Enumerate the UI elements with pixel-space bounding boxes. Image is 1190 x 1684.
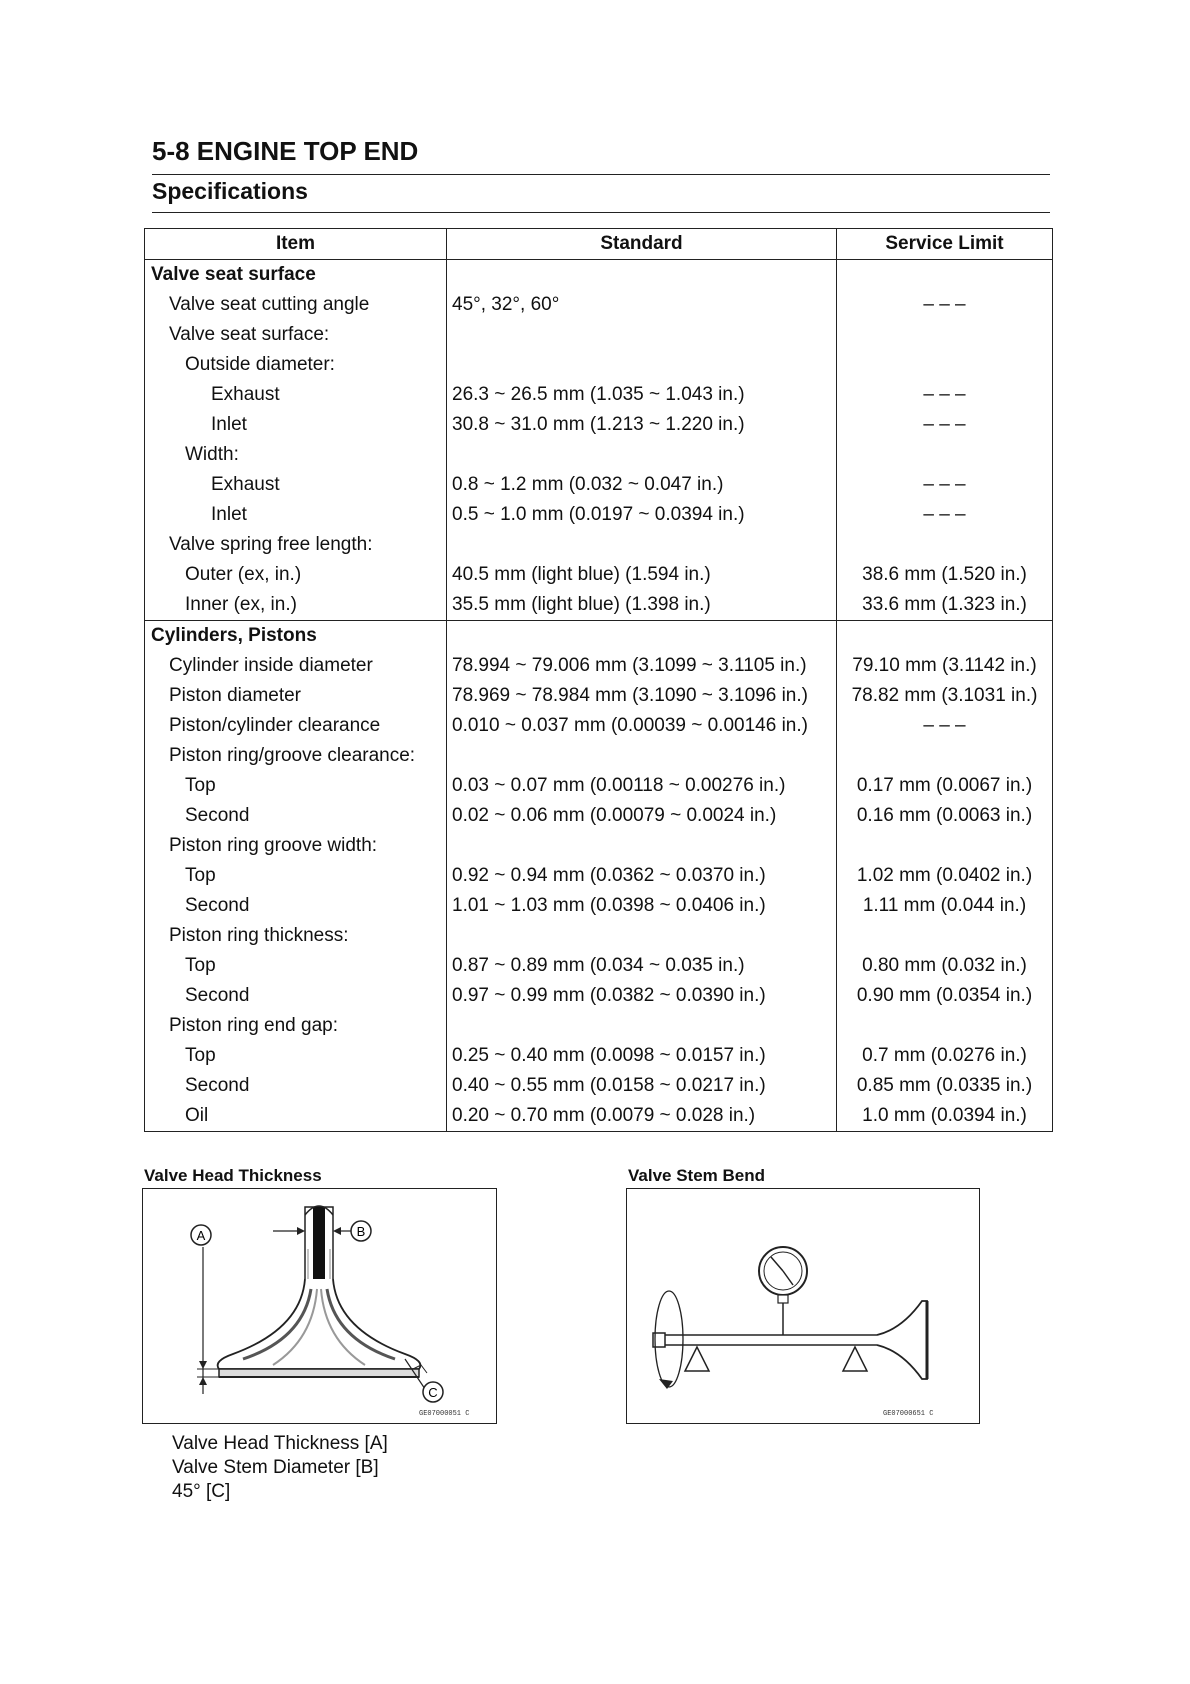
sub-title-rule	[152, 212, 1050, 213]
cell-item: Valve seat surface	[145, 260, 447, 291]
cell-item: Width:	[145, 440, 447, 470]
cell-standard: 35.5 mm (light blue) (1.398 in.)	[447, 590, 837, 621]
cell-service-limit: 33.6 mm (1.323 in.)	[837, 590, 1053, 621]
cell-standard: 40.5 mm (light blue) (1.594 in.)	[447, 560, 837, 590]
cell-service-limit: 0.85 mm (0.0335 in.)	[837, 1071, 1053, 1101]
cell-standard: 0.03 ~ 0.07 mm (0.00118 ~ 0.00276 in.)	[447, 771, 837, 801]
cell-service-limit	[837, 921, 1053, 951]
table-row	[145, 681, 1053, 711]
cell-item: Outer (ex, in.)	[145, 560, 447, 590]
specifications-table	[144, 228, 1053, 1132]
cell-item: Valve spring free length:	[145, 530, 447, 560]
v-block-right-icon	[843, 1347, 867, 1371]
cell-standard: 26.3 ~ 26.5 mm (1.035 ~ 1.043 in.)	[447, 380, 837, 410]
cell-standard	[447, 831, 837, 861]
cell-service-limit: 0.90 mm (0.0354 in.)	[837, 981, 1053, 1011]
cell-item: Inlet	[145, 410, 447, 440]
valve-head-thickness-caption: Valve Head Thickness	[144, 1166, 322, 1185]
cell-standard: 78.969 ~ 78.984 mm (3.1090 ~ 3.1096 in.)	[447, 681, 837, 711]
column-header-standard: Standard	[447, 229, 837, 260]
table-row	[145, 741, 1053, 771]
table-row	[145, 621, 1053, 652]
legend-line-c: 45° [C]	[172, 1481, 231, 1502]
table-row	[145, 891, 1053, 921]
table-body	[145, 260, 1053, 1132]
cell-service-limit	[837, 320, 1053, 350]
cell-service-limit	[837, 350, 1053, 380]
table-row	[145, 801, 1053, 831]
table-row	[145, 560, 1053, 590]
cell-standard: 0.20 ~ 0.70 mm (0.0079 ~ 0.028 in.)	[447, 1101, 837, 1132]
table-row	[145, 290, 1053, 320]
table-row	[145, 1011, 1053, 1041]
callout-a-label: A	[196, 1228, 206, 1243]
cell-item: Piston ring groove width:	[145, 831, 447, 861]
table-row	[145, 1071, 1053, 1101]
cell-service-limit	[837, 1011, 1053, 1041]
cell-service-limit: 0.80 mm (0.032 in.)	[837, 951, 1053, 981]
cell-item: Exhaust	[145, 470, 447, 500]
cell-item: Piston/cylinder clearance	[145, 711, 447, 741]
section-rule	[152, 174, 1050, 175]
rotation-arrow-icon	[659, 1379, 673, 1389]
table-row	[145, 711, 1053, 741]
cell-standard: 0.97 ~ 0.99 mm (0.0382 ~ 0.0390 in.)	[447, 981, 837, 1011]
cell-standard: 0.5 ~ 1.0 mm (0.0197 ~ 0.0394 in.)	[447, 500, 837, 530]
cell-service-limit: 78.82 mm (3.1031 in.)	[837, 681, 1053, 711]
cell-service-limit	[837, 831, 1053, 861]
v-block-left-icon	[685, 1347, 709, 1371]
cell-standard: 0.87 ~ 0.89 mm (0.034 ~ 0.035 in.)	[447, 951, 837, 981]
table-row	[145, 981, 1053, 1011]
cell-item: Cylinder inside diameter	[145, 651, 447, 681]
cell-item: Valve seat surface:	[145, 320, 447, 350]
cell-service-limit: 1.02 mm (0.0402 in.)	[837, 861, 1053, 891]
cell-item: Piston ring/groove clearance:	[145, 741, 447, 771]
cell-standard	[447, 1011, 837, 1041]
cell-service-limit: 79.10 mm (3.1142 in.)	[837, 651, 1053, 681]
cell-item: Oil	[145, 1101, 447, 1132]
table-row	[145, 500, 1053, 530]
cell-item: Top	[145, 951, 447, 981]
cell-standard	[447, 621, 837, 652]
table-row	[145, 651, 1053, 681]
valve-stem-bend-figure	[626, 1188, 980, 1424]
cell-item: Top	[145, 771, 447, 801]
cell-standard	[447, 320, 837, 350]
valve-stem-bend-diagram	[627, 1189, 979, 1423]
sub-title: Specifications	[152, 178, 308, 204]
cell-service-limit: – – –	[837, 711, 1053, 741]
cell-standard	[447, 440, 837, 470]
cell-service-limit	[837, 621, 1053, 652]
cell-item: Second	[145, 981, 447, 1011]
table-row	[145, 951, 1053, 981]
table-row	[145, 440, 1053, 470]
cell-item: Inlet	[145, 500, 447, 530]
cell-standard	[447, 741, 837, 771]
table-row	[145, 861, 1053, 891]
cell-item: Top	[145, 861, 447, 891]
cell-standard: 0.02 ~ 0.06 mm (0.00079 ~ 0.0024 in.)	[447, 801, 837, 831]
cell-item: Top	[145, 1041, 447, 1071]
cell-standard: 30.8 ~ 31.0 mm (1.213 ~ 1.220 in.)	[447, 410, 837, 440]
cell-service-limit: – – –	[837, 410, 1053, 440]
table-row	[145, 350, 1053, 380]
cell-service-limit	[837, 530, 1053, 560]
cell-service-limit: 0.16 mm (0.0063 in.)	[837, 801, 1053, 831]
table-header-row	[145, 229, 1053, 260]
cell-item: Piston ring end gap:	[145, 1011, 447, 1041]
table-row	[145, 921, 1053, 951]
table-row	[145, 260, 1053, 291]
table-row	[145, 320, 1053, 350]
cell-service-limit: – – –	[837, 500, 1053, 530]
cell-service-limit: 1.11 mm (0.044 in.)	[837, 891, 1053, 921]
table-row	[145, 380, 1053, 410]
cell-standard: 0.010 ~ 0.037 mm (0.00039 ~ 0.00146 in.)	[447, 711, 837, 741]
cell-standard: 1.01 ~ 1.03 mm (0.0398 ~ 0.0406 in.)	[447, 891, 837, 921]
figure-code: GE07000051 C	[419, 1410, 470, 1418]
column-header-item: Item	[145, 229, 447, 260]
table-row	[145, 590, 1053, 621]
legend-line-b: Valve Stem Diameter [B]	[172, 1457, 379, 1478]
cell-standard	[447, 350, 837, 380]
legend-line-a: Valve Head Thickness [A]	[172, 1433, 388, 1454]
cell-service-limit	[837, 440, 1053, 470]
table-row	[145, 831, 1053, 861]
table-row	[145, 771, 1053, 801]
cell-item: Outside diameter:	[145, 350, 447, 380]
column-header-service-limit: Service Limit	[837, 229, 1053, 260]
cell-standard	[447, 260, 837, 291]
cell-item: Inner (ex, in.)	[145, 590, 447, 621]
cell-standard	[447, 921, 837, 951]
cell-service-limit: 1.0 mm (0.0394 in.)	[837, 1101, 1053, 1132]
cell-item: Piston diameter	[145, 681, 447, 711]
cell-service-limit: 0.7 mm (0.0276 in.)	[837, 1041, 1053, 1071]
cell-item: Cylinders, Pistons	[145, 621, 447, 652]
cell-standard: 78.994 ~ 79.006 mm (3.1099 ~ 3.1105 in.)	[447, 651, 837, 681]
valve-stem-bend-caption: Valve Stem Bend	[628, 1166, 766, 1185]
cell-service-limit: 0.17 mm (0.0067 in.)	[837, 771, 1053, 801]
table-row	[145, 530, 1053, 560]
cell-standard: 0.40 ~ 0.55 mm (0.0158 ~ 0.0217 in.)	[447, 1071, 837, 1101]
cell-service-limit: – – –	[837, 290, 1053, 320]
cell-service-limit	[837, 260, 1053, 291]
callout-b-label: B	[356, 1224, 366, 1239]
cell-item: Exhaust	[145, 380, 447, 410]
cell-item: Valve seat cutting angle	[145, 290, 447, 320]
cell-item: Second	[145, 891, 447, 921]
cell-standard: 0.8 ~ 1.2 mm (0.032 ~ 0.047 in.)	[447, 470, 837, 500]
cell-standard: 0.92 ~ 0.94 mm (0.0362 ~ 0.0370 in.)	[447, 861, 837, 891]
cell-standard: 45°, 32°, 60°	[447, 290, 837, 320]
table-row	[145, 470, 1053, 500]
callout-c-label: C	[428, 1385, 438, 1400]
cell-standard: 0.25 ~ 0.40 mm (0.0098 ~ 0.0157 in.)	[447, 1041, 837, 1071]
section-title: 5-8 ENGINE TOP END	[152, 136, 419, 166]
valve-head-diagram	[143, 1189, 496, 1423]
cell-item: Second	[145, 801, 447, 831]
valve-head-thickness-figure	[142, 1188, 497, 1424]
cell-item: Piston ring thickness:	[145, 921, 447, 951]
table-row	[145, 1101, 1053, 1132]
cell-service-limit	[837, 741, 1053, 771]
cell-service-limit: – – –	[837, 380, 1053, 410]
figure-legend	[172, 1432, 388, 1504]
cell-standard	[447, 530, 837, 560]
cell-service-limit: 38.6 mm (1.520 in.)	[837, 560, 1053, 590]
table-row	[145, 410, 1053, 440]
cell-item: Second	[145, 1071, 447, 1101]
cell-service-limit: – – –	[837, 470, 1053, 500]
figure-code: GE07000651 C	[883, 1410, 934, 1418]
table-row	[145, 1041, 1053, 1071]
